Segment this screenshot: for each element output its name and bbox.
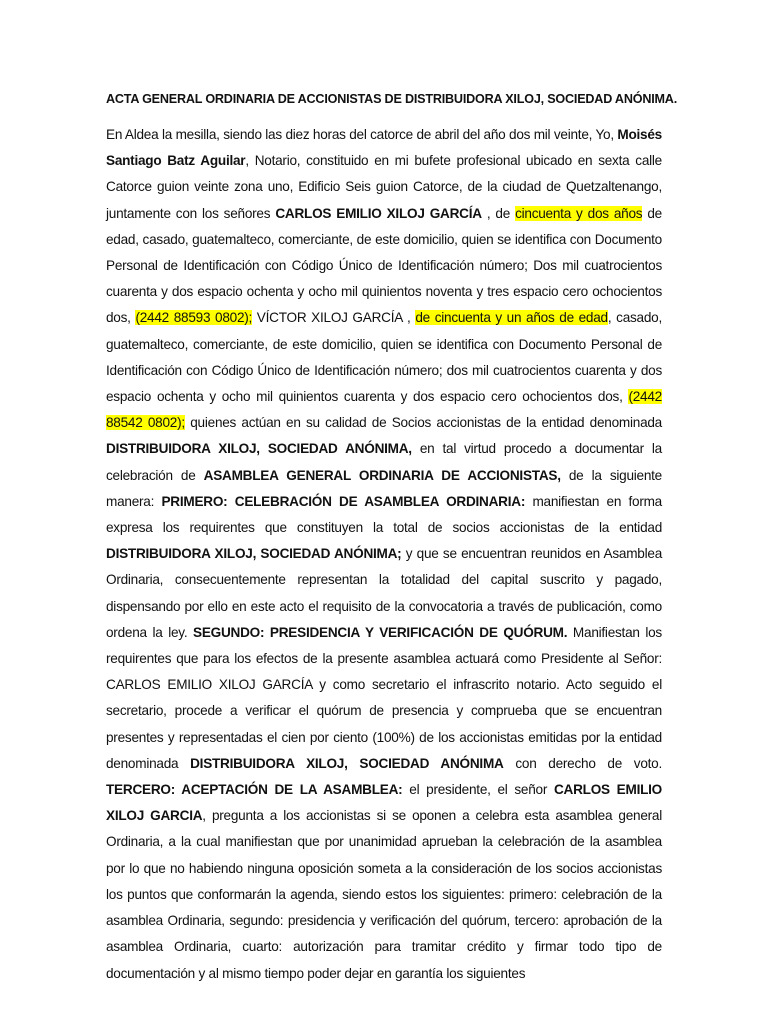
document-page bbox=[106, 90, 677, 987]
highlighted-text-run: cincuenta y dos años bbox=[515, 205, 643, 221]
text-run: de la siguiente manera: bbox=[106, 467, 662, 509]
text-run: Manifiestan los requirentes que para los efectos de la presente asamblea actuará como Presidente al Señor: CARLOS EMILIO XILOJ GARCÍA y como secretario el infrascrito notario. Acto seguido el secretario, procede a verificar el quórum de presencia y comprueba que se encuentran presentes y representadas el cien por ciento (100%) de los accionistas emitidas por la entidad denominada bbox=[106, 624, 662, 771]
highlighted-text-run: (2442 88593 0802); bbox=[135, 310, 253, 326]
text-run: , de bbox=[481, 205, 516, 221]
bold-text-run: ASAMBLEA GENERAL ORDINARIA DE ACCIONISTAS, bbox=[203, 467, 561, 483]
document-body-paragraph bbox=[106, 122, 662, 987]
text-run: con derecho de voto. bbox=[503, 755, 662, 771]
bold-text-run: Moisés Santiago Batz Aguilar bbox=[106, 127, 662, 169]
text-run: VÍCTOR XILOJ GARCÍA , bbox=[252, 310, 416, 326]
text-run: En Aldea la mesilla, siendo las diez horas del catorce de abril del año dos mil veinte, Yo, bbox=[106, 127, 618, 142]
bold-text-run: DISTRIBUIDORA XILOJ, SOCIEDAD ANÓNIMA, bbox=[106, 441, 412, 457]
bold-text-run: DISTRIBUIDORA XILOJ, SOCIEDAD ANÓNIMA bbox=[190, 755, 504, 771]
text-run: el presidente, el señor bbox=[402, 782, 554, 798]
text-run: , casado, guatemalteco, comerciante, de este domicilio, quien se identifica con Documento Personal de Identificación con Código Único de Identificación número; dos mil cuatrocientos cuarenta y dos espacio ochenta y ocho mil quinientos cuarenta y dos espacio cero ochocientos dos, bbox=[106, 310, 663, 405]
highlighted-text-run: (2442 88542 0802); bbox=[106, 389, 662, 431]
bold-text-run: CARLOS EMILIO XILOJ GARCIA bbox=[106, 782, 663, 824]
text-run: en tal virtud procedo a documentar la celebración de bbox=[106, 441, 662, 483]
bold-text-run: SEGUNDO: PRESIDENCIA Y VERIFICACIÓN DE QUÓRUM. bbox=[193, 624, 568, 640]
bold-text-run: CARLOS EMILIO XILOJ GARCÍA bbox=[275, 205, 482, 221]
text-run: de edad, casado, guatemalteco, comerciante, de este domicilio, quien se identifica con Documento Personal de Identificación con Código Único de Identificación número; Dos mil cuatrocientos cuarenta y dos espacio ochenta y ocho mil quinientos noventa y tres espacio cero ochocientos dos, bbox=[106, 205, 662, 326]
highlighted-text-run: de cincuenta y un años de edad bbox=[415, 310, 608, 326]
text-run: , Notario, constituido en mi bufete profesional ubicado en sexta calle Catorce guion veinte zona uno, Edificio Seis guion Catorce, de la ciudad de Quetzaltenango, juntamente con los señores bbox=[106, 153, 662, 221]
bold-text-run: DISTRIBUIDORA XILOJ, SOCIEDAD ANÓNIMA; bbox=[106, 546, 402, 562]
document-title: ACTA GENERAL ORDINARIA DE ACCIONISTAS DE DISTRIBUIDORA XILOJ, SOCIEDAD ANÓNIMA. bbox=[106, 92, 677, 106]
bold-text-run: PRIMERO: CELEBRACIÓN DE ASAMBLEA ORDINARIA: bbox=[161, 493, 526, 509]
bold-text-run: TERCERO: ACEPTACIÓN DE LA ASAMBLEA: bbox=[106, 782, 403, 798]
text-run: manifiestan en forma expresa los requirentes que constituyen la total de socios accionistas de la entidad bbox=[106, 493, 662, 536]
text-run: y que se encuentran reunidos en Asamblea Ordinaria, consecuentemente representan la totalidad del capital suscrito y pagado, dispensando por ello en este acto el requisito de la convocatoria a través de publicación, como ordena la ley. bbox=[106, 546, 662, 640]
text-run: quienes actúan en su calidad de Socios accionistas de la entidad denominada bbox=[184, 415, 662, 431]
text-run: , pregunta a los accionistas si se oponen a celebra esta asamblea general Ordinaria, a la cual manifiestan que por unanimidad aprueban la celebración de la asamblea por lo que no habiendo ninguna oposición someta a la consideración de los socios accionistas los puntos que conformarán la agenda, siendo estos los siguientes: primero: celebración de la asamblea Ordinaria, segundo: presidencia y verificación del quórum, tercero: aprobación de la asamblea Ordinaria, cuarto: autorización para tramitar crédito y firmar todo tipo de documentación y al mismo tiempo poder dejar en garantía los siguientes bbox=[106, 808, 662, 981]
